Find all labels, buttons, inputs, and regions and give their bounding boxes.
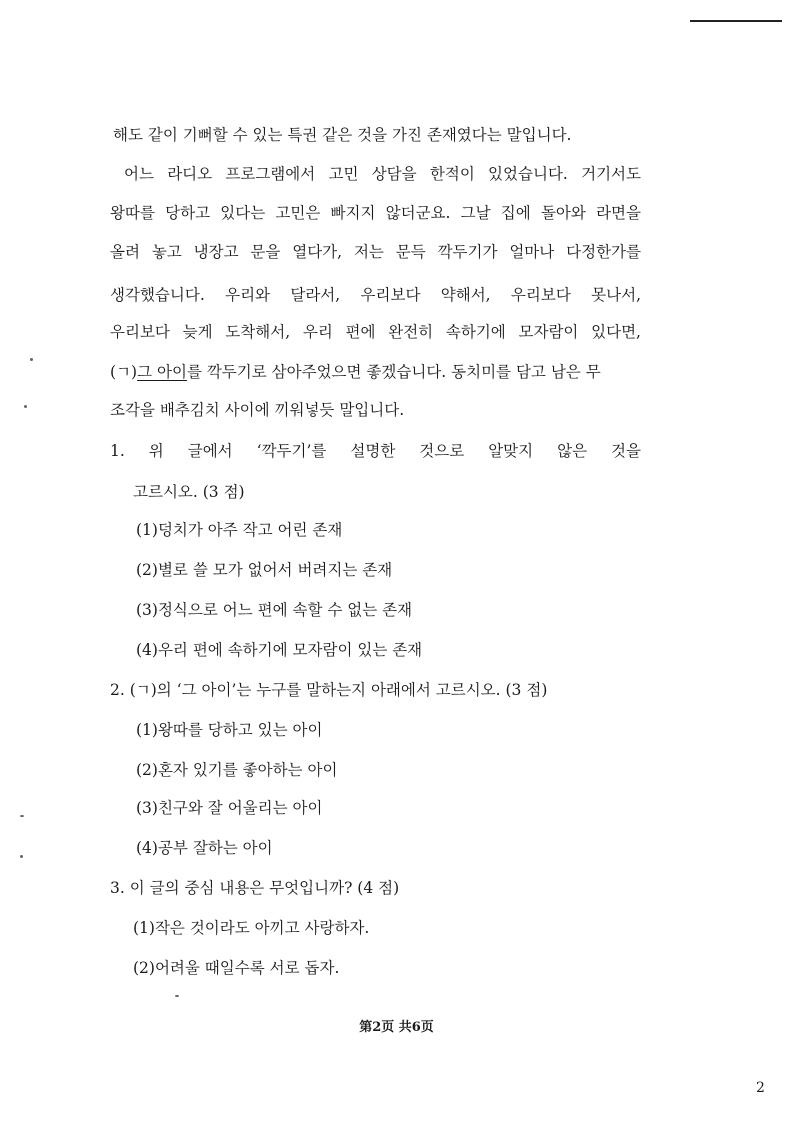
page-footer: 第2页 共6页 xyxy=(359,1020,434,1035)
question-3-option-2: (2)어려울 때일수록 서로 돕자. xyxy=(133,959,340,977)
top-rule xyxy=(690,20,782,22)
question-1-stem: 1. 위 글에서 ‘깍두기’를 설명한 것으로 알맞지 않은 것을 xyxy=(110,442,641,460)
underlined-phrase: 그 아이 xyxy=(137,363,187,381)
scan-speck xyxy=(20,815,24,817)
passage-line-7 xyxy=(110,362,601,382)
passage-line-8: 조각을 배추김치 사이에 끼워넣듯 말입니다. xyxy=(110,401,405,419)
label-giyeok: (ㄱ) xyxy=(110,363,138,381)
passage-line-7-rest: 를 깍두기로 삼아주었으면 좋겠습니다. 동치미를 담고 남은 무 xyxy=(186,363,601,381)
passage-line-2: 어느 라디오 프로그램에서 고민 상담을 한적이 있었습니다. 거기서도 xyxy=(124,165,641,183)
passage-line-1: 해도 같이 기뻐할 수 있는 특권 같은 것을 가진 존재였다는 말입니다. xyxy=(113,126,572,144)
scan-speck xyxy=(24,405,27,408)
scan-speck xyxy=(30,358,33,361)
page-corner-number: 2 xyxy=(756,1080,765,1096)
question-3-option-1: (1)작은 것이라도 아끼고 사랑하자. xyxy=(133,919,370,937)
question-2-option-4: (4)공부 잘하는 아이 xyxy=(136,839,273,857)
question-1-option-3: (3)정식으로 어느 편에 속할 수 없는 존재 xyxy=(136,601,413,619)
question-1-stem-cont: 고르시오. (3 점) xyxy=(133,483,245,501)
passage-line-4: 올려 놓고 냉장고 문을 열다가, 저는 문득 깍두기가 얼마나 다정한가를 xyxy=(110,243,641,261)
question-2-option-1: (1)왕따를 당하고 있는 아이 xyxy=(136,721,323,739)
question-1-option-4: (4)우리 편에 속하기에 모자람이 있는 존재 xyxy=(136,641,423,659)
question-2-option-2: (2)혼자 있기를 좋아하는 아이 xyxy=(136,761,338,779)
passage-line-6: 우리보다 늦게 도착해서, 우리 편에 완전히 속하기에 모자람이 있다면, xyxy=(110,323,641,341)
passage-line-5: 생각했습니다. 우리와 달라서, 우리보다 약해서, 우리보다 못나서, xyxy=(110,286,641,304)
passage-line-3: 왕따를 당하고 있다는 고민은 빠지지 않더군요. 그날 집에 돌아와 라면을 xyxy=(110,204,641,222)
question-2-option-3: (3)친구와 잘 어울리는 아이 xyxy=(136,799,323,817)
question-1-option-1: (1)덩치가 아주 작고 어린 존재 xyxy=(136,521,343,539)
scan-speck xyxy=(175,995,179,997)
question-1-option-2: (2)별로 쓸 모가 없어서 버려지는 존재 xyxy=(136,561,393,579)
question-3-stem: 3. 이 글의 중심 내용은 무엇입니까? (4 점) xyxy=(110,879,400,897)
question-2-stem: 2. (ㄱ)의 ‘그 아이’는 누구를 말하는지 아래에서 고르시오. (3 점) xyxy=(110,681,548,699)
scan-speck xyxy=(20,855,23,858)
